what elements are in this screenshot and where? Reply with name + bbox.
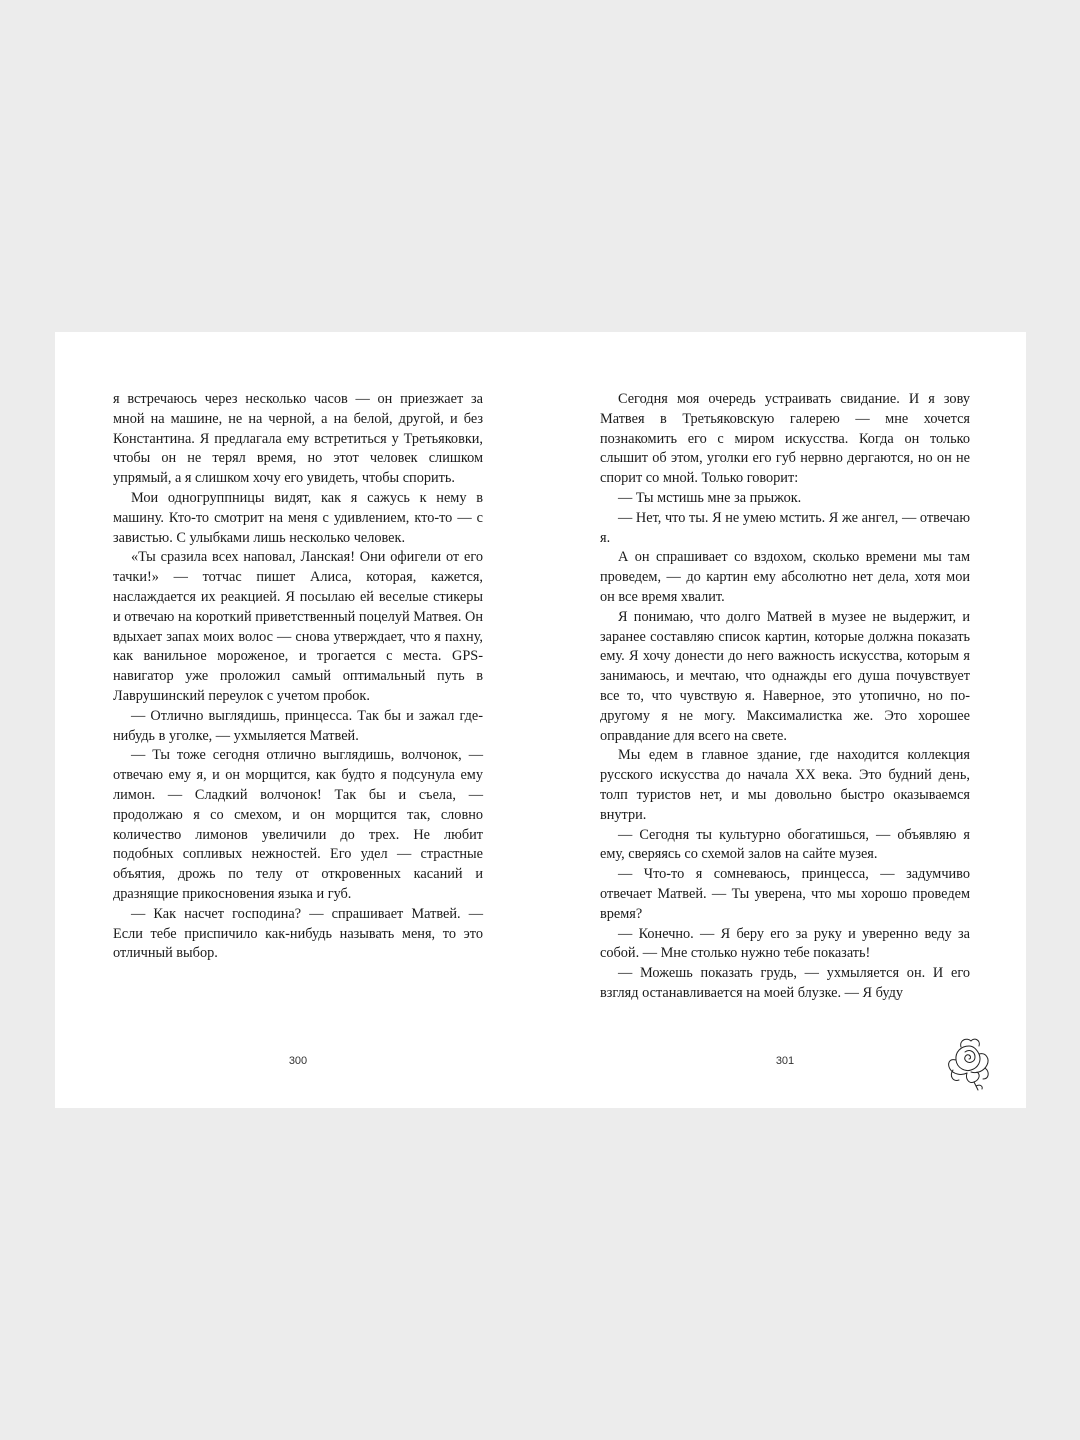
paragraph: Я понимаю, что долго Матвей в музее не выдержит, и заранее составляю список картин, которые должна показать ему. Я хочу донести до него важность искусства, которым я занимаюсь, и мечтаю, что однажды его душа почувствует все то, что чувствую я. Наверное, это утопично, но по-другому я не могу. Максималистка же. Это хорошее оправдание для всего на свете. <box>600 608 970 744</box>
paragraph: А он спрашивает со вздохом, сколько времени мы там проведем, — до картин ему абсолютно нет дела, хотя мои он все время хвалит. <box>600 549 970 605</box>
book-spread <box>55 332 1026 1108</box>
paragraph: «Ты сразила всех наповал, Ланская! Они офигели от его тачки!» — тотчас пишет Алиса, которая, кажется, наслаждается их реакцией. Я посылаю ей веселые стикеры и отвечаю на короткий приветственный поцелуй Матвея. Он вдыхает запах моих волос — снова утверждает, что я пахну, как ванильное мороженое, и трогается с места. GPS-навигатор уже проложил самый оптимальный путь в Лаврушинский переулок с учетом пробок. <box>113 549 483 704</box>
paragraph: — Ты тоже сегодня отлично выглядишь, волчонок, — отвечаю ему я, и он морщится, как будто я подсунула ему лимон. — Сладкий волчонок! Так бы и съела, — продолжаю я со смехом, и он морщится так, словно количество лимонов увеличили до трех. Не любит подобных сопливых нежностей. Его удел — страстные объятия, дрожь по телу от откровенных касаний и дразнящие прикосновения языка и губ. <box>113 747 483 902</box>
paragraph: — Что-то я сомневаюсь, принцесса, — задумчиво отвечает Матвей. — Ты уверена, что мы хорошо проведем время? <box>600 866 970 922</box>
paragraph: — Конечно. — Я беру его за руку и уверенно веду за собой. — Мне столько нужно тебе показать! <box>600 925 970 962</box>
left-page <box>113 390 483 964</box>
rose-icon <box>941 1032 997 1092</box>
page-number-left: 300 <box>288 1055 308 1067</box>
paragraph: — Нет, что ты. Я не умею мстить. Я же ангел, — отвечаю я. <box>600 509 970 546</box>
paragraph: Сегодня моя очередь устраивать свидание. И я зову Матвея в Третьяковскую галерею — мне хочется познакомить его с миром искусства. Когда он только слышит об этом, уголки его губ нервно дергаются, но он не спорит со мной. Только говорит: <box>600 391 970 487</box>
paragraph: Мы едем в главное здание, где находится коллекция русского искусства до начала XX века. Это будний день, толп туристов нет, и мы довольно быстро оказываемся внутри. <box>600 747 970 823</box>
paragraph: — Как насчет господина? — спрашивает Матвей. — Если тебе приспичило как-нибудь называть меня, то это отличный выбор. <box>113 905 483 962</box>
paragraph: — Сегодня ты культурно обогатишься, — объявляю я ему, сверяясь со схемой залов на сайте музея. <box>600 826 970 863</box>
paragraph: — Можешь показать грудь, — ухмыляется он. И его взгляд останавливается на моей блузке. — Я буду <box>600 965 970 1001</box>
paragraph: — Ты мстишь мне за прыжок. <box>618 489 802 506</box>
page-number-right: 301 <box>775 1055 795 1067</box>
paragraph: Мои одногруппницы видят, как я сажусь к нему в машину. Кто-то смотрит на меня с удивлением, кто-то — с завистью. С улыбками лишь несколько человек. <box>113 489 483 546</box>
paragraph: я встречаюсь через несколько часов — он приезжает за мной на машине, не на черной, а на белой, другой, и без Константина. Я предлагала ему встретиться у Третьяковки, чтобы он не терял время, но этот человек слишком упрямый, а я слишком хочу его увидеть, чтобы спорить. <box>113 391 483 487</box>
right-page <box>600 390 970 1004</box>
paragraph: — Отлично выглядишь, принцесса. Так бы и зажал где-нибудь в уголке, — ухмыляется Матвей. <box>113 707 483 744</box>
